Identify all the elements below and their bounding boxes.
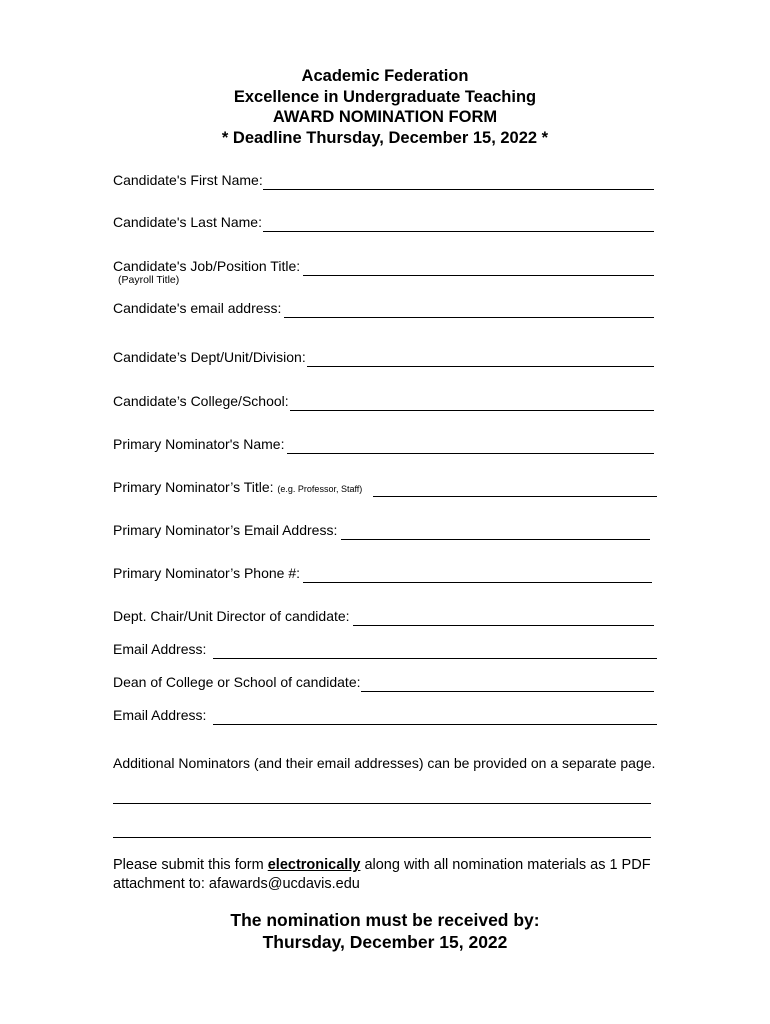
email-line[interactable]	[284, 317, 654, 318]
organization-title: Academic Federation	[301, 67, 469, 85]
job-title-field[interactable]	[113, 258, 654, 276]
email-label: Candidate's email address:	[113, 300, 282, 316]
last-name-line[interactable]	[263, 231, 654, 232]
additional-nominator-line-2[interactable]	[113, 837, 651, 838]
nominator-title-field[interactable]	[113, 479, 654, 497]
first-name-field[interactable]	[113, 172, 654, 190]
nominator-title-line[interactable]	[373, 496, 657, 497]
dept-label: Candidate’s Dept/Unit/Division:	[113, 349, 306, 365]
submit-emphasis: electronically	[267, 857, 361, 873]
deadline-banner: * Deadline Thursday, December 15, 2022 *	[221, 128, 549, 147]
first-name-label: Candidate's First Name:	[113, 172, 263, 188]
nominator-name-label: Primary Nominator's Name:	[113, 436, 285, 452]
nominator-email-label: Primary Nominator’s Email Address:	[113, 522, 338, 538]
college-line[interactable]	[290, 410, 654, 411]
dept-line[interactable]	[307, 366, 654, 367]
nominator-email-field[interactable]	[113, 522, 654, 540]
dean-label: Dean of College or School of candidate:	[113, 674, 361, 690]
dean-email-field[interactable]	[113, 707, 654, 725]
last-name-field[interactable]	[113, 214, 654, 232]
footer-line-1: The nomination must be received by:	[230, 910, 540, 930]
deadline-footer	[0, 910, 770, 953]
chair-email-field[interactable]	[113, 641, 654, 659]
job-title-line[interactable]	[303, 275, 654, 276]
form-title: AWARD NOMINATION FORM	[272, 108, 498, 126]
dept-field[interactable]	[113, 349, 654, 367]
payroll-title-note: (Payroll Title)	[118, 274, 180, 286]
nominator-phone-label: Primary Nominator’s Phone #:	[113, 565, 301, 581]
college-field[interactable]	[113, 393, 654, 411]
nominator-title-text: Primary Nominator’s Title:	[113, 479, 274, 495]
job-title-label: Candidate's Job/Position Title:	[113, 258, 301, 274]
chair-email-label: Email Address:	[113, 641, 207, 657]
dean-email-label: Email Address:	[113, 707, 207, 723]
nominator-phone-line[interactable]	[303, 582, 652, 583]
email-field[interactable]	[113, 300, 654, 318]
award-title: Excellence in Undergraduate Teaching	[233, 87, 537, 106]
dean-email-line[interactable]	[213, 724, 657, 725]
nominator-title-label	[113, 479, 362, 495]
last-name-label: Candidate's Last Name:	[113, 214, 262, 230]
nominator-title-example: (e.g. Professor, Staff)	[277, 484, 363, 494]
dept-chair-label: Dept. Chair/Unit Director of candidate:	[113, 608, 350, 624]
college-label: Candidate’s College/School:	[113, 393, 289, 409]
form-header	[0, 66, 770, 148]
additional-nominators-note: Additional Nominators (and their email addresses) can be provided on a separate page.	[113, 755, 656, 771]
first-name-line[interactable]	[263, 189, 654, 190]
footer-line-2: Thursday, December 15, 2022	[262, 931, 508, 952]
additional-nominator-line-1[interactable]	[113, 803, 651, 804]
nominator-email-line[interactable]	[341, 539, 650, 540]
submit-text-start: Please submit this form	[113, 857, 264, 873]
dean-field[interactable]	[113, 674, 654, 692]
dept-chair-line[interactable]	[353, 625, 654, 626]
dean-line[interactable]	[361, 691, 654, 692]
dept-chair-field[interactable]	[113, 608, 654, 626]
submit-text-end: along with all nomination materials as 1 PDF attachment to: afawards@ucdavis.edu	[113, 857, 651, 892]
submission-instructions	[113, 856, 653, 894]
nominator-name-line[interactable]	[287, 453, 654, 454]
nominator-phone-field[interactable]	[113, 565, 654, 583]
nominator-name-field[interactable]	[113, 436, 654, 454]
chair-email-line[interactable]	[213, 658, 657, 659]
